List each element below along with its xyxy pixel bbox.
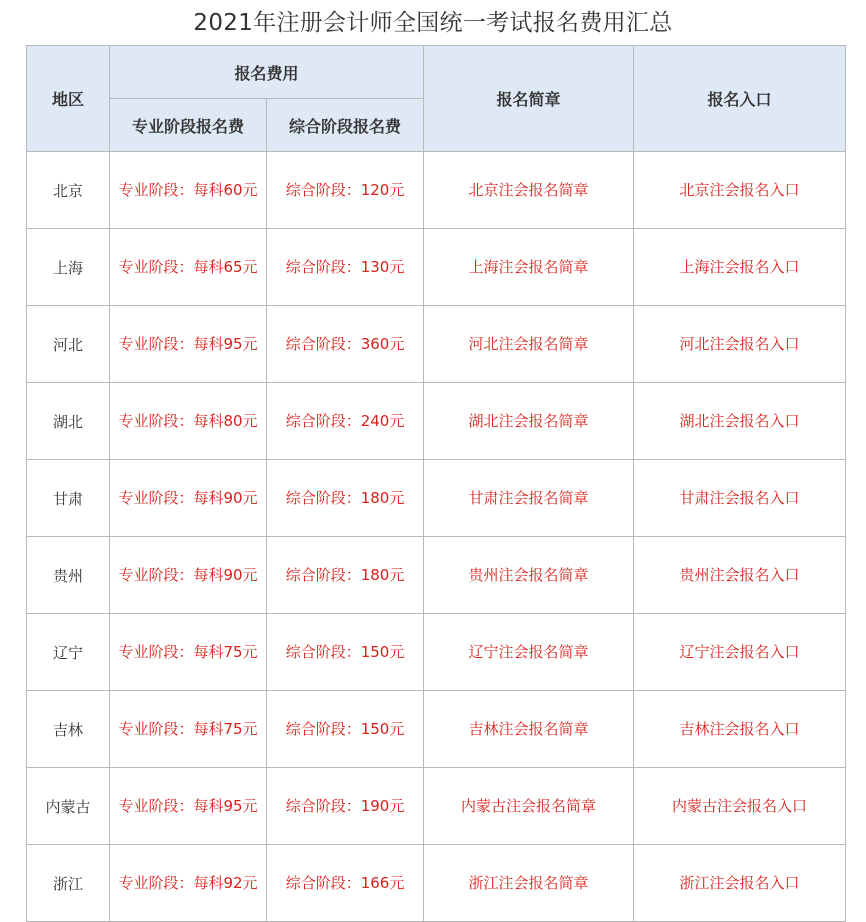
entry-link[interactable]: 内蒙古注会报名入口 [634,768,846,845]
guide-link[interactable]: 甘肃注会报名简章 [424,460,634,537]
table-row [27,383,846,460]
guide-link[interactable]: 辽宁注会报名简章 [424,614,634,691]
region-cell: 吉林 [27,691,110,768]
table-row [27,537,846,614]
professional-fee-cell: 专业阶段：每科90元 [110,460,267,537]
comprehensive-fee-cell: 综合阶段：190元 [267,768,424,845]
page-title: 2021年注册会计师全国统一考试报名费用汇总 [193,10,673,36]
header-fee-group: 报名费用 [110,46,424,99]
comprehensive-fee-cell: 综合阶段：240元 [267,383,424,460]
comprehensive-fee-cell: 综合阶段：166元 [267,845,424,922]
guide-link[interactable]: 吉林注会报名简章 [424,691,634,768]
entry-link[interactable]: 河北注会报名入口 [634,306,846,383]
professional-fee-cell: 专业阶段：每科95元 [110,768,267,845]
table-row [27,691,846,768]
table-row [27,229,846,306]
comprehensive-fee-cell: 综合阶段：360元 [267,306,424,383]
entry-link[interactable]: 甘肃注会报名入口 [634,460,846,537]
header-entry: 报名入口 [634,46,846,152]
region-cell: 贵州 [27,537,110,614]
table-row [27,460,846,537]
professional-fee-cell: 专业阶段：每科75元 [110,691,267,768]
professional-fee-cell: 专业阶段：每科65元 [110,229,267,306]
professional-fee-cell: 专业阶段：每科80元 [110,383,267,460]
guide-link[interactable]: 浙江注会报名简章 [424,845,634,922]
header-professional-fee: 专业阶段报名费 [110,99,267,152]
comprehensive-fee-cell: 综合阶段：180元 [267,460,424,537]
entry-link[interactable]: 北京注会报名入口 [634,152,846,229]
region-cell: 辽宁 [27,614,110,691]
table-row [27,614,846,691]
entry-link[interactable]: 辽宁注会报名入口 [634,614,846,691]
professional-fee-cell: 专业阶段：每科75元 [110,614,267,691]
region-cell: 河北 [27,306,110,383]
region-cell: 浙江 [27,845,110,922]
fee-table [26,45,846,922]
guide-link[interactable]: 贵州注会报名简章 [424,537,634,614]
table-row [27,306,846,383]
region-cell: 内蒙古 [27,768,110,845]
region-cell: 上海 [27,229,110,306]
table-row [27,845,846,922]
entry-link[interactable]: 浙江注会报名入口 [634,845,846,922]
guide-link[interactable]: 河北注会报名简章 [424,306,634,383]
guide-link[interactable]: 北京注会报名简章 [424,152,634,229]
comprehensive-fee-cell: 综合阶段：180元 [267,537,424,614]
entry-link[interactable]: 上海注会报名入口 [634,229,846,306]
header-guide: 报名简章 [424,46,634,152]
region-cell: 湖北 [27,383,110,460]
table-row [27,152,846,229]
professional-fee-cell: 专业阶段：每科95元 [110,306,267,383]
entry-link[interactable]: 吉林注会报名入口 [634,691,846,768]
entry-link[interactable]: 湖北注会报名入口 [634,383,846,460]
comprehensive-fee-cell: 综合阶段：120元 [267,152,424,229]
comprehensive-fee-cell: 综合阶段：130元 [267,229,424,306]
professional-fee-cell: 专业阶段：每科92元 [110,845,267,922]
professional-fee-cell: 专业阶段：每科60元 [110,152,267,229]
guide-link[interactable]: 内蒙古注会报名简章 [424,768,634,845]
guide-link[interactable]: 上海注会报名简章 [424,229,634,306]
professional-fee-cell: 专业阶段：每科90元 [110,537,267,614]
guide-link[interactable]: 湖北注会报名简章 [424,383,634,460]
region-cell: 甘肃 [27,460,110,537]
comprehensive-fee-cell: 综合阶段：150元 [267,691,424,768]
header-comprehensive-fee: 综合阶段报名费 [267,99,424,152]
comprehensive-fee-cell: 综合阶段：150元 [267,614,424,691]
header-row-1 [27,46,846,99]
entry-link[interactable]: 贵州注会报名入口 [634,537,846,614]
header-region: 地区 [27,46,110,152]
region-cell: 北京 [27,152,110,229]
table-row [27,768,846,845]
